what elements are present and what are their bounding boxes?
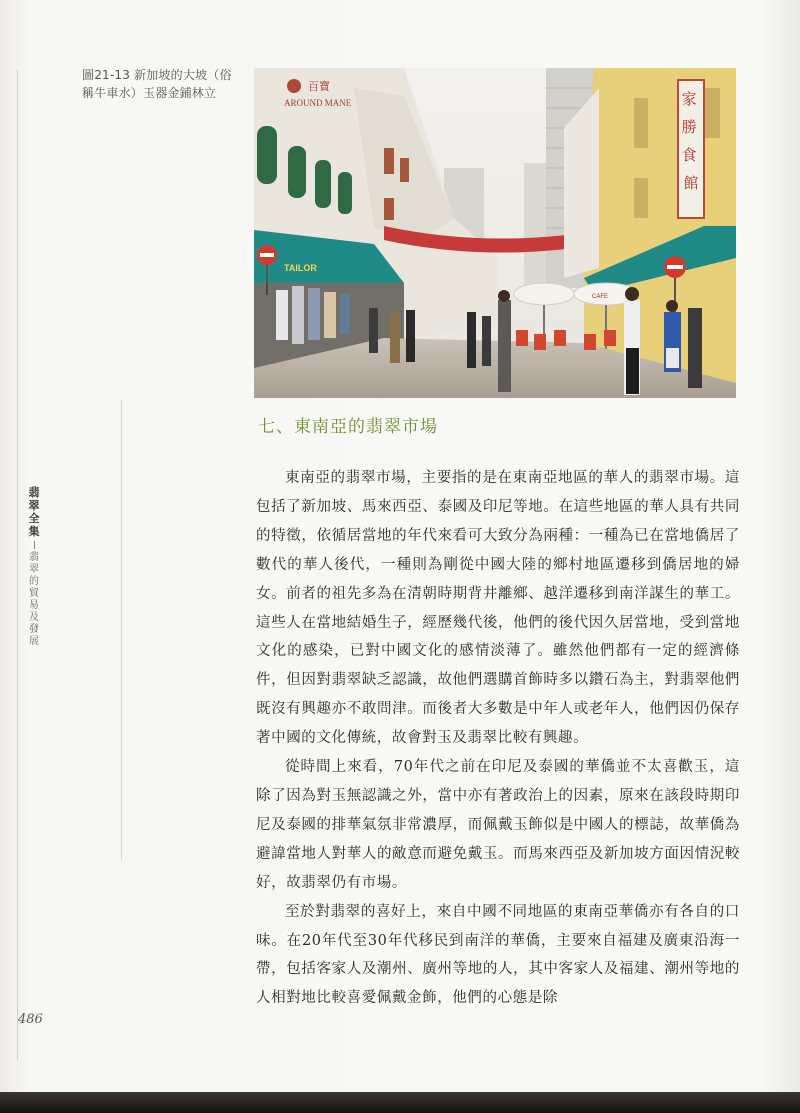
window-shutter [338,172,352,214]
window-shutter [288,146,306,198]
figure-caption-number: 圖21-13 [82,68,131,82]
figure-caption-text: 新加坡的大坡（俗稱牛車水）玉器金鋪林立 [82,68,232,100]
shopfront-sign-chinese: 百寶 [308,81,330,93]
section-heading: 七、東南亞的翡翠市場 [258,417,438,437]
window [384,198,394,220]
spine-separator [34,541,35,549]
cafe-sign: CAFE [592,294,609,300]
page-bottom-edge [0,1092,800,1113]
window [384,148,394,174]
street-photo-illustration [254,68,736,398]
paragraph: 從時間上來看，70年代之前在印尼及泰國的華僑並不太喜歡玉，這除了因為對玉無認識之外，當中亦有著政治上的因素，原來在該段時期印尼及泰國的排華氣氛非常濃厚，而佩戴玉飾似是中國人的標誌，故華僑為避諱當地人對華人的敵意而避免戴玉。而馬來西亞及新加坡方面因情況較好，故翡翠仍有市場。 [256,759,740,891]
left-margin-rule [17,70,18,1060]
window-shutter [315,160,331,208]
shopfront-sign-latin: AROUND MANE [284,98,352,108]
body-text [256,464,740,1013]
window-shutter [257,126,277,184]
paragraph: 至於對翡翠的喜好上，來自中國不同地區的東南亞華僑亦有各自的口味。在20年代至30年代移民到南洋的華僑，主要來自福建及廣東沿海一帶，包括客家人及潮州、廣州等地的人，其中客家人及福建、潮州等地的人相對地比較喜愛佩戴金飾，他們的心態是除 [256,903,740,1007]
side-column-rule [121,400,122,860]
tailor-sign: TAILOR [284,263,317,273]
page-number: 486 [18,1012,43,1027]
cafe-umbrella [514,283,574,305]
street-photo [254,68,736,398]
chapter-title-vertical: 翡 翠 的 貿 易 及 發 展 [29,552,39,647]
book-series-title: 翡 翠 全 集 [28,486,40,538]
window [400,158,409,182]
figure-caption [82,66,232,102]
book-spine-label [26,486,42,648]
paragraph: 東南亞的翡翠市場，主要指的是在東南亞地區的華人的翡翠市場。這包括了新加坡、馬來西亞、泰國及印尼等地。在這些地區的華人具有共同的特徵，依循居當地的年代來看可大致分為兩種：一種為已在當地僑居了數代的華人後代，一種則為剛從中國大陸的鄉村地區遷移到僑居地的婦女。前者的祖先多為在清朝時期背井離鄉、越洋遷移到南洋謀生的華工。這些人在當地結婚生子，經歷幾代後，他們的後代因久居當地，受到當地文化的感染，已對中國文化的感情淡薄了。雖然他們都有一定的經濟條件，但因對翡翠缺乏認識，故他們選購首飾時多以鑽石為主，對翡翠他們既沒有興趣亦不敢問津。而後者大多數是中年人或老年人，他們因仍保存著中國的文化傳統，故會對玉及翡翠比較有興趣。 [256,470,740,747]
svg-text:家 勝 食: 家 勝 食 館 [681,92,699,192]
shop-logo-icon [287,79,301,93]
